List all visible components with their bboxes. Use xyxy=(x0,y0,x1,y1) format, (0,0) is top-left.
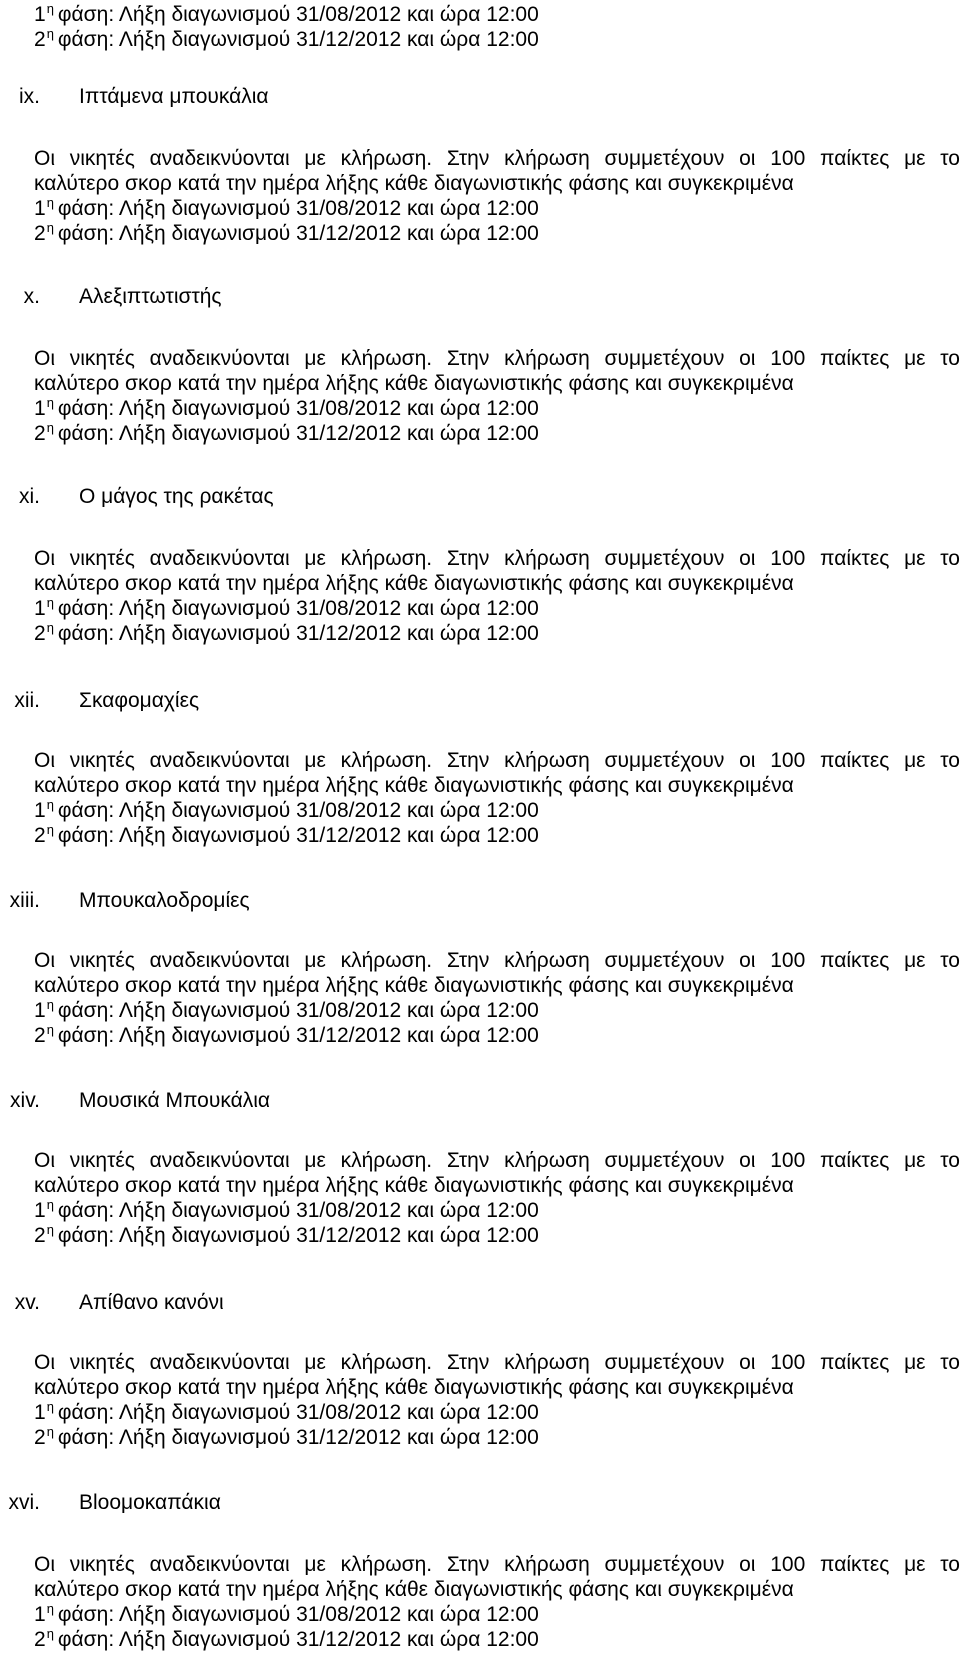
phase-1-line: $1^\eta$ φάση: Λήξη διαγωνισμού 31/08/2012 και ώρα 12:00 xyxy=(34,1399,539,1424)
detail-line: καλύτερο σκορ κατά την ημέρα λήξης κάθε διαγωνιστικής φάσης και συγκεκριμένα xyxy=(34,974,794,997)
section-title: Ιπτάμενα μπουκάλια xyxy=(79,85,269,108)
section-title: Blooμοκαπάκια xyxy=(79,1491,221,1514)
phase-2-line: $2^\eta$ φάση: Λήξη διαγωνισμού 31/12/2012 και ώρα 12:00 xyxy=(34,620,539,645)
phase-1-line: $1^\eta$ φάση: Λήξη διαγωνισμού 31/08/2012 και ώρα 12:00 xyxy=(34,1,539,26)
phase-1-line: $1^\eta$ φάση: Λήξη διαγωνισμού 31/08/2012 και ώρα 12:00 xyxy=(34,1601,539,1626)
intro-line: Οι νικητές αναδεικνύονται με κλήρωση. Στην κλήρωση συμμετέχουν οι 100 παίκτες με το xyxy=(34,1553,960,1576)
phase-2-line: $2^\eta$ φάση: Λήξη διαγωνισμού 31/12/2012 και ώρα 12:00 xyxy=(34,26,539,51)
phase-1-line: $1^\eta$ φάση: Λήξη διαγωνισμού 31/08/2012 και ώρα 12:00 xyxy=(34,595,539,620)
section-title: Σκαφομαχίες xyxy=(79,689,200,712)
phase-2-line: $2^\eta$ φάση: Λήξη διαγωνισμού 31/12/2012 και ώρα 12:00 xyxy=(34,220,539,245)
phase-2-line: $2^\eta$ φάση: Λήξη διαγωνισμού 31/12/2012 και ώρα 12:00 xyxy=(34,420,539,445)
phase-1-line: $1^\eta$ φάση: Λήξη διαγωνισμού 31/08/2012 και ώρα 12:00 xyxy=(34,195,539,220)
intro-line: Οι νικητές αναδεικνύονται με κλήρωση. Στην κλήρωση συμμετέχουν οι 100 παίκτες με το xyxy=(34,949,960,972)
section-title: Μπουκαλοδρομίες xyxy=(79,889,250,912)
detail-line: καλύτερο σκορ κατά την ημέρα λήξης κάθε διαγωνιστικής φάσης και συγκεκριμένα xyxy=(34,1376,794,1399)
section-number: ix. xyxy=(19,85,40,108)
intro-line: Οι νικητές αναδεικνύονται με κλήρωση. Στην κλήρωση συμμετέχουν οι 100 παίκτες με το xyxy=(34,147,960,170)
phase-1-line: $1^\eta$ φάση: Λήξη διαγωνισμού 31/08/2012 και ώρα 12:00 xyxy=(34,797,539,822)
section-number: xvi. xyxy=(8,1491,40,1514)
section-number: xii. xyxy=(14,689,40,712)
detail-line: καλύτερο σκορ κατά την ημέρα λήξης κάθε διαγωνιστικής φάσης και συγκεκριμένα xyxy=(34,1578,794,1601)
detail-line: καλύτερο σκορ κατά την ημέρα λήξης κάθε διαγωνιστικής φάσης και συγκεκριμένα xyxy=(34,774,794,797)
phase-2-line: $2^\eta$ φάση: Λήξη διαγωνισμού 31/12/2012 και ώρα 12:00 xyxy=(34,1022,539,1047)
phase-1-line: $1^\eta$ φάση: Λήξη διαγωνισμού 31/08/2012 και ώρα 12:00 xyxy=(34,1197,539,1222)
intro-line: Οι νικητές αναδεικνύονται με κλήρωση. Στην κλήρωση συμμετέχουν οι 100 παίκτες με το xyxy=(34,347,960,370)
section-title: Απίθανο κανόνι xyxy=(79,1291,224,1314)
intro-line: Οι νικητές αναδεικνύονται με κλήρωση. Στην κλήρωση συμμετέχουν οι 100 παίκτες με το xyxy=(34,749,960,772)
section-number: x. xyxy=(23,285,40,308)
intro-line: Οι νικητές αναδεικνύονται με κλήρωση. Στην κλήρωση συμμετέχουν οι 100 παίκτες με το xyxy=(34,547,960,570)
phase-1-line: $1^\eta$ φάση: Λήξη διαγωνισμού 31/08/2012 και ώρα 12:00 xyxy=(34,395,539,420)
phase-2-line: $2^\eta$ φάση: Λήξη διαγωνισμού 31/12/2012 και ώρα 12:00 xyxy=(34,1424,539,1449)
phase-1-line: $1^\eta$ φάση: Λήξη διαγωνισμού 31/08/2012 και ώρα 12:00 xyxy=(34,997,539,1022)
section-title: Αλεξιπτωτιστής xyxy=(79,285,222,308)
section-number: xiv. xyxy=(10,1089,40,1112)
phase-2-line: $2^\eta$ φάση: Λήξη διαγωνισμού 31/12/2012 και ώρα 12:00 xyxy=(34,1626,539,1651)
intro-line: Οι νικητές αναδεικνύονται με κλήρωση. Στην κλήρωση συμμετέχουν οι 100 παίκτες με το xyxy=(34,1351,960,1374)
phase-2-line: $2^\eta$ φάση: Λήξη διαγωνισμού 31/12/2012 και ώρα 12:00 xyxy=(34,1222,539,1247)
section-number: xv. xyxy=(14,1291,40,1314)
detail-line: καλύτερο σκορ κατά την ημέρα λήξης κάθε διαγωνιστικής φάσης και συγκεκριμένα xyxy=(34,1174,794,1197)
section-title: Μουσικά Μπουκάλια xyxy=(79,1089,271,1112)
phase-2-line: $2^\eta$ φάση: Λήξη διαγωνισμού 31/12/2012 και ώρα 12:00 xyxy=(34,822,539,847)
section-title: Ο μάγος της ρακέτας xyxy=(79,485,274,508)
section-number: xiii. xyxy=(9,889,40,912)
intro-line: Οι νικητές αναδεικνύονται με κλήρωση. Στην κλήρωση συμμετέχουν οι 100 παίκτες με το xyxy=(34,1149,960,1172)
section-number: xi. xyxy=(19,485,40,508)
detail-line: καλύτερο σκορ κατά την ημέρα λήξης κάθε διαγωνιστικής φάσης και συγκεκριμένα xyxy=(34,372,794,395)
detail-line: καλύτερο σκορ κατά την ημέρα λήξης κάθε διαγωνιστικής φάσης και συγκεκριμένα xyxy=(34,172,794,195)
detail-line: καλύτερο σκορ κατά την ημέρα λήξης κάθε διαγωνιστικής φάσης και συγκεκριμένα xyxy=(34,572,794,595)
